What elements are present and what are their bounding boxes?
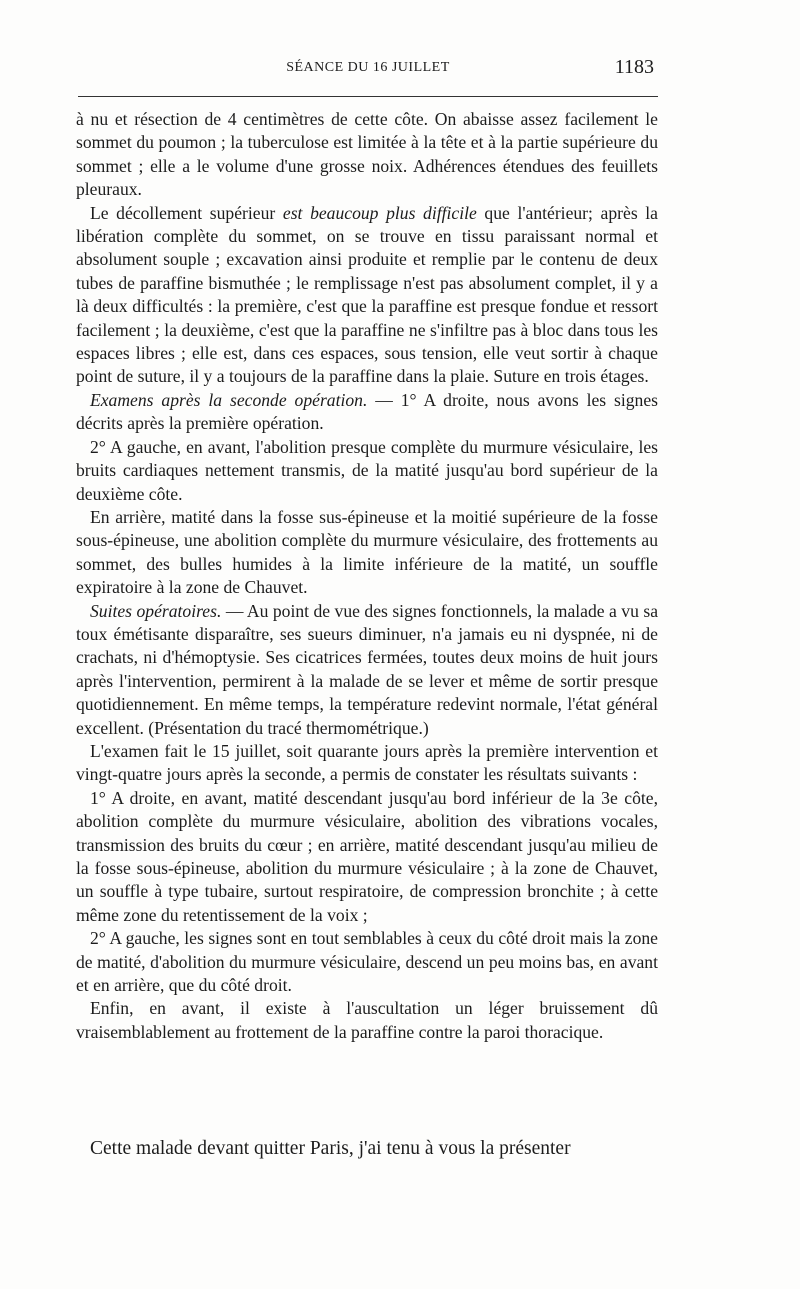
paragraph-3-text: — 1° A droite, nous avons les signes décrits après la première opération. (76, 389, 658, 434)
paragraph-9-text: 2° A gauche, les signes sont en tout semblables à ceux du côté droit mais la zone de matité, d'abolition du murmure vésiculaire, descend un peu moins bas, en avant et en arrière, que du côté droit. (76, 928, 658, 996)
page-number: 1183 (614, 56, 654, 78)
paragraph-5-text: En arrière, matité dans la fosse sus-épineuse et la moitié supérieure de la fosse sous-épineuse, une abolition complète du murmure vésiculaire, des frottements au sommet, des bulles humides à la limite inférieure de la matité, un souffle expiratoire à la zone de Chauvet. (76, 506, 658, 598)
paragraph-10-text: Enfin, en avant, il existe à l'auscultation un léger bruissement dû vraisemblablement au frottement de la paraffine contre la paroi thoracique. (76, 998, 658, 1042)
paragraph-4 (76, 436, 658, 506)
paragraph-7-text: L'examen fait le 15 juillet, soit quarante jours après la première intervention et vingt-quatre jours après la seconde, a permis de constater les résultats suivants : (76, 740, 658, 785)
paragraph-7 (76, 740, 658, 787)
paragraph-2-lead: Le décollement supérieur (90, 202, 283, 223)
running-title: SÉANCE DU 16 JUILLET (286, 60, 450, 75)
paragraph-10 (76, 997, 658, 1044)
paragraph-2-emphasis: est beaucoup plus difficile (282, 202, 477, 223)
header-rule (78, 96, 658, 97)
paragraph-1 (76, 108, 658, 202)
body-text (76, 108, 658, 1044)
paragraph-2 (76, 202, 658, 389)
paragraph-3 (76, 389, 658, 436)
paragraph-3-heading: Examens après la seconde opération. (90, 389, 368, 410)
paragraph-8 (76, 787, 658, 927)
paragraph-5 (76, 506, 658, 600)
paragraph-6 (76, 600, 658, 740)
paragraph-9 (76, 927, 658, 997)
paragraph-1-text: à nu et résection de 4 centimètres de cette côte. On abaisse assez facilement le sommet du poumon ; la tuberculose est limitée à la tête et à la partie supérieure du sommet ; elle a le volume d'une grosse noix. Adhérences étendues des feuillets pleuraux. (76, 109, 658, 200)
closing-line: Cette malade devant quitter Paris, j'ai tenu à vous la présenter (90, 1138, 571, 1159)
paragraph-4-text: 2° A gauche, en avant, l'abolition presque complète du murmure vésiculaire, les bruits cardiaques nettement transmis, de la matité jusqu'au bord supérieur de la deuxième côte. (76, 436, 658, 504)
paragraph-2-text: que l'antérieur; après la libération complète du sommet, on se trouve en tissu paraissant normal et absolument souple ; excavation ainsi produite et remplie par le contenu de deux tubes de paraffine bismuthée ; le remplissage n'est pas absolument complet, il y a là deux difficultés : la première, c'est que la paraffine est presque fondue et ressort facilement ; la deuxième, c'est que la paraffine ne s'infiltre pas à bloc dans tous les espaces libres ; elle est, dans ces espaces, sous tension, elle veut sortir à chaque point de suture, il y a toujours de la paraffine dans la plaie. Suture en trois étages. (76, 202, 658, 387)
page-header (78, 56, 658, 80)
paragraph-8-text: 1° A droite, en avant, matité descendant jusqu'au bord inférieur de la 3e côte, abolition complète du murmure vésiculaire, abolition des vibrations vocales, transmission des bruits du cœur ; en arrière, matité descendant jusqu'au milieu de la fosse sous-épineuse, abolition du murmure vésiculaire ; à la zone de Chauvet, un souffle à type tubaire, surtout respiratoire, de compression bronchite ; à cette même zone du retentissement de la voix ; (76, 787, 658, 925)
paragraph-6-text: — Au point de vue des signes fonctionnels, la malade a vu sa toux émétisante disparaître, ses sueurs diminuer, n'a jamais eu ni dyspnée, ni de crachats, ni d'hémoptysie. Ses cicatrices fermées, toutes deux moins de huit jours après l'intervention, permirent à la malade de se lever et même de sortir presque quotidiennement. En même temps, la température redevint normale, l'état général excellent. (Présentation du tracé thermométrique.) (76, 600, 658, 738)
paragraph-6-heading: Suites opératoires. (90, 600, 222, 621)
